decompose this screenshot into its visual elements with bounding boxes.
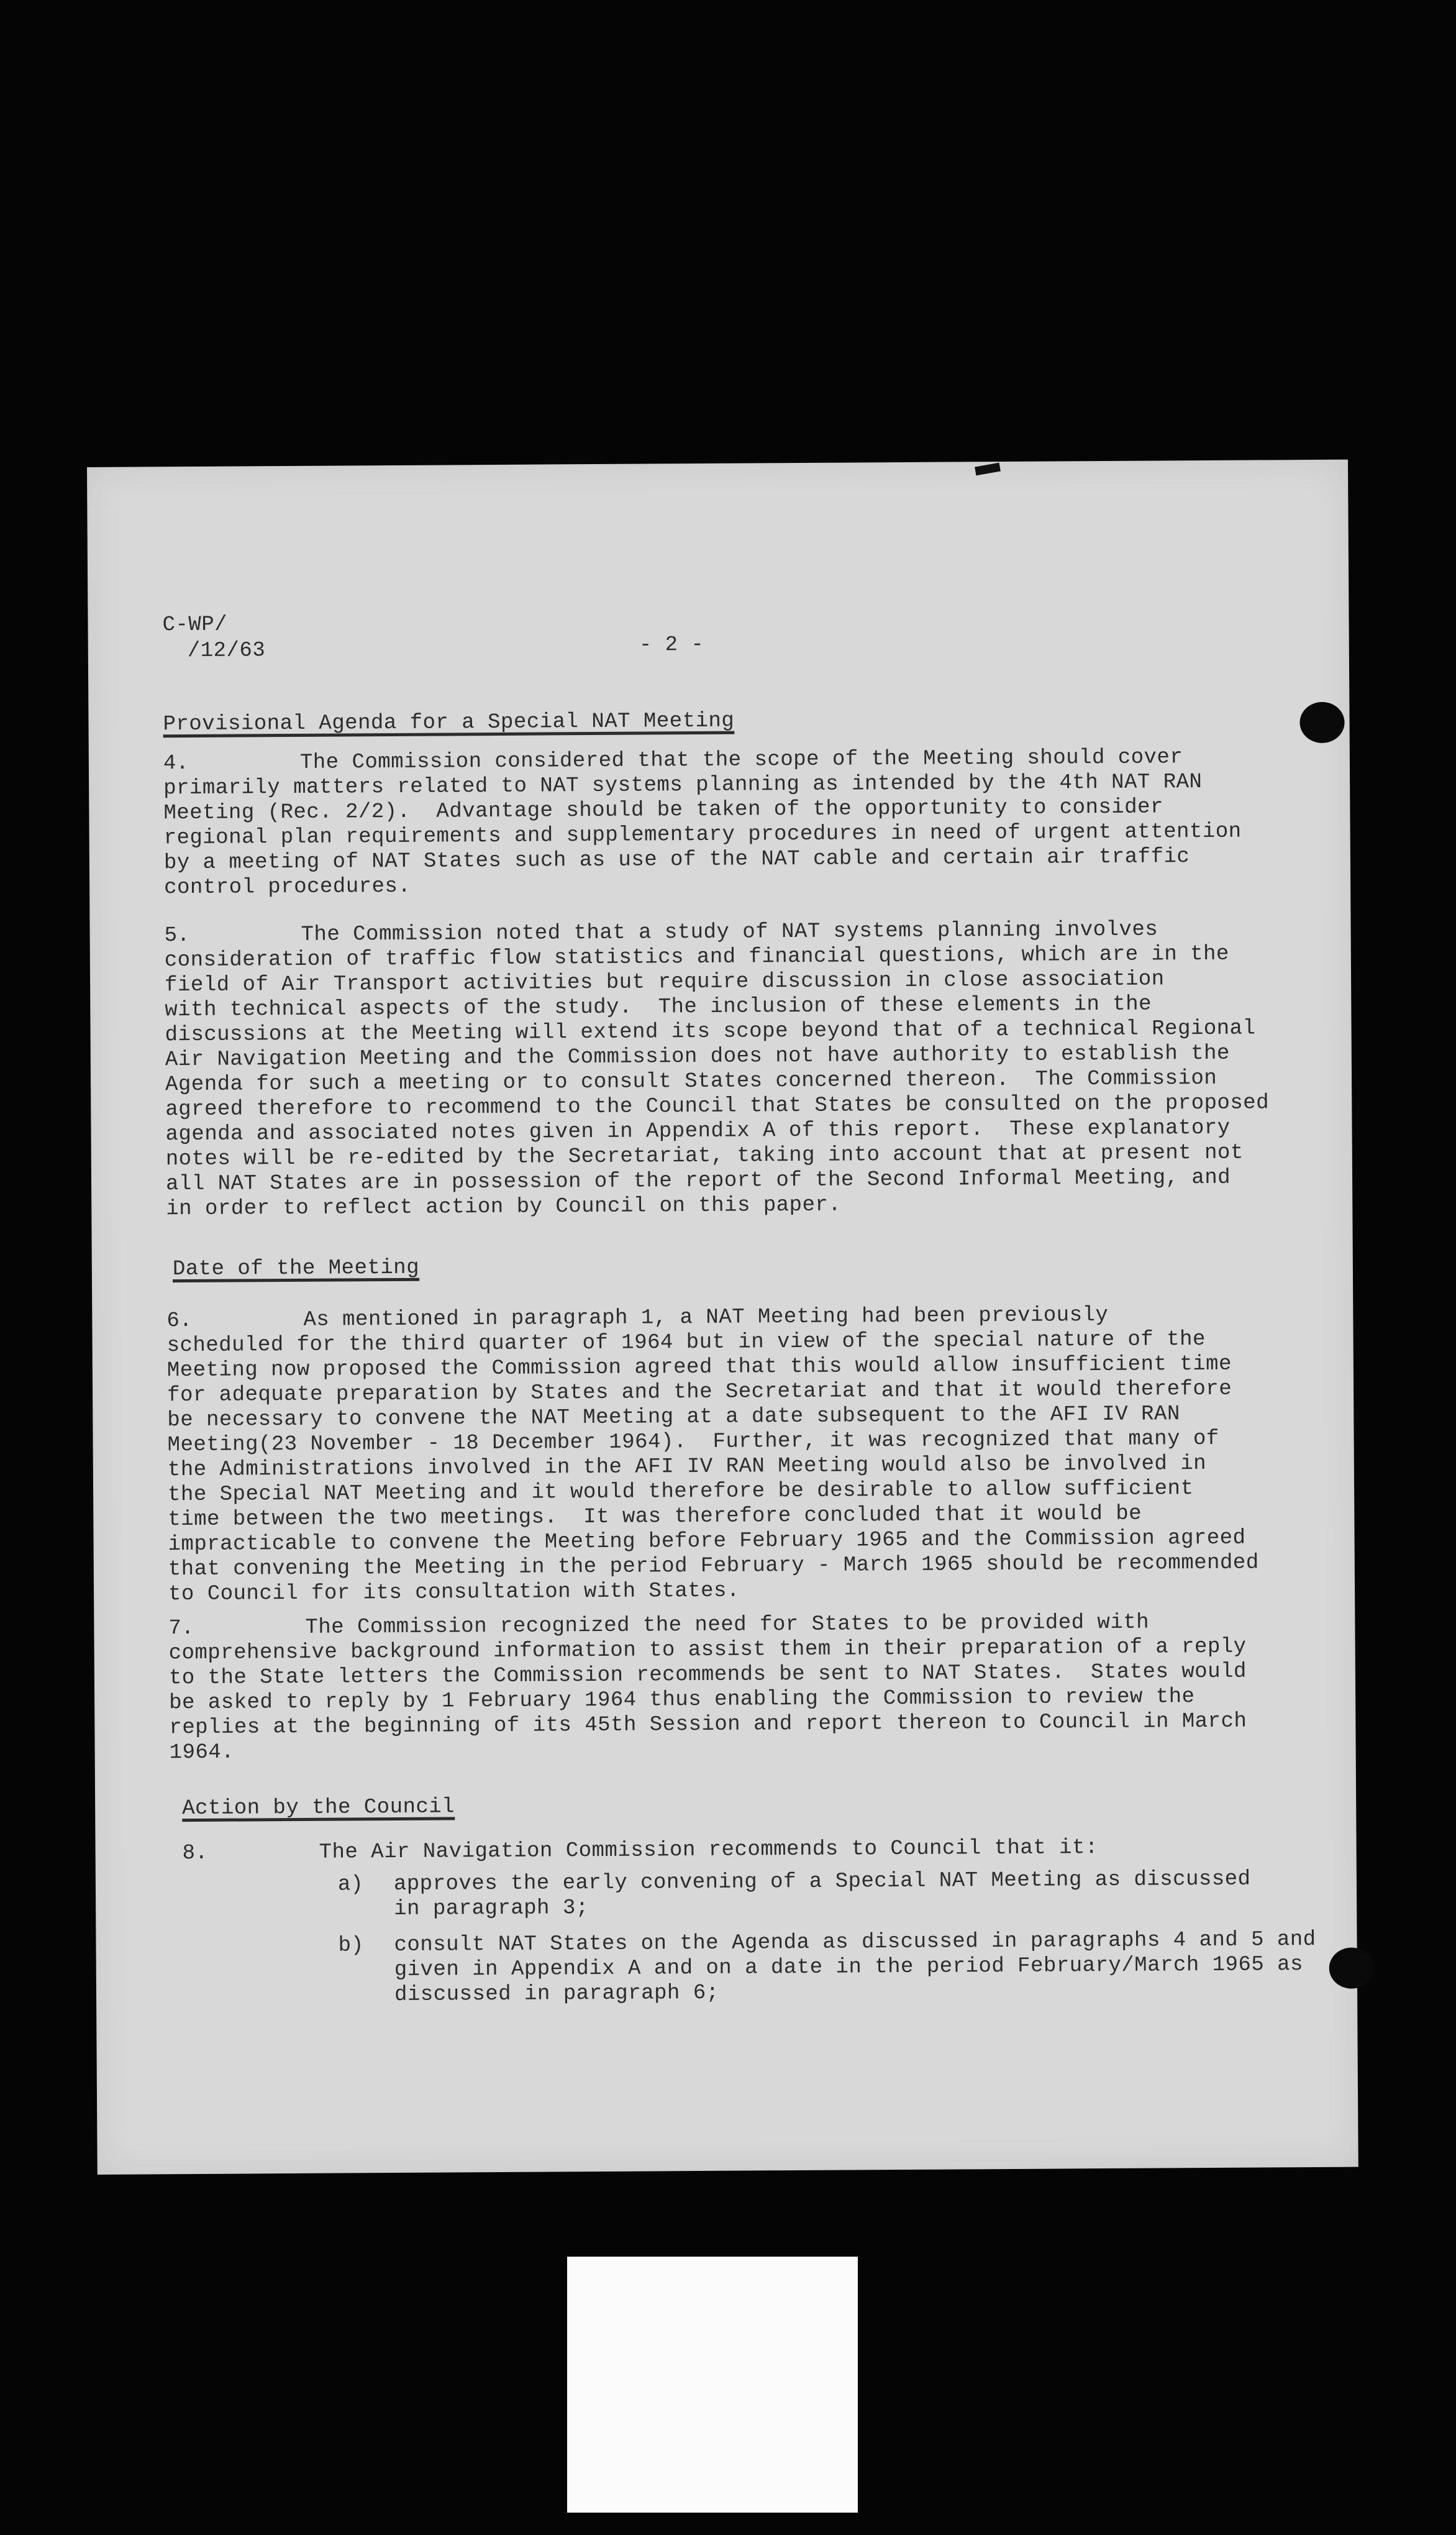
paragraph-line: scheduled for the third quarter of 1964 but in view of the special nature of the <box>166 1328 1206 1358</box>
paragraph-line: Air Navigation Meeting and the Commission does not have authority to establish the <box>165 1041 1230 1072</box>
paragraph-line: regional plan requirements and supplementary procedures in need of urgent attention <box>163 820 1242 851</box>
paragraph-line: be necessary to convene the NAT Meeting at a date subsequent to the AFI IV RAN <box>167 1402 1180 1433</box>
paragraph-line: to Council for its consultation with States. <box>168 1579 740 1607</box>
paragraph-line: The Commission recognized the need for States to be provided with <box>305 1610 1150 1640</box>
paragraph-line: field of Air Transport activities but require discussion in close association <box>164 967 1165 998</box>
paragraph-7 <box>168 1609 1349 1766</box>
paragraph-5 <box>164 916 1346 1222</box>
item-label: a) <box>337 1873 363 1897</box>
page-number: - 2 - <box>639 633 704 657</box>
paragraph-line: consideration of traffic flow statistics and financial questions, which are in the <box>164 942 1230 973</box>
paragraph-line: control procedures. <box>164 874 411 900</box>
paragraph-line: discussions at the Meeting will extend its scope beyond that of a technical Regional <box>165 1016 1256 1048</box>
paragraph-line: 1964. <box>169 1740 235 1765</box>
paragraph-line: with technical aspects of the study. The inclusion of these elements in the <box>165 992 1152 1023</box>
paragraph-line: agenda and associated notes given in Appendix A of this report. These explanatory <box>165 1116 1231 1147</box>
paragraph-line: to the State letters the Commission recommends be sent to NAT States. States would <box>168 1660 1247 1691</box>
punch-hole-top <box>1299 702 1344 743</box>
paragraph-4 <box>163 744 1344 901</box>
paragraph-line: by a meeting of NAT States such as use of the NAT cable and certain air traffic <box>163 845 1190 875</box>
item-line: discussed in paragraph 6; <box>394 1981 719 2007</box>
recommendation-item <box>337 1866 1388 1922</box>
paragraph-line: Meeting (Rec. 2/2). Advantage should be taken of the opportunity to consider <box>163 795 1164 826</box>
paragraph-line: that convening the Meeting in the period February - March 1965 should be recommended <box>168 1551 1259 1582</box>
paragraph-line: notes will be re-edited by the Secretariat, taking into account that at present not <box>165 1141 1244 1172</box>
paragraph-line: Agenda for such a meeting or to consult States concerned thereon. The Commission <box>165 1066 1217 1097</box>
paragraph-line: all NAT States are in possession of the report of the Second Informal Meeting, and <box>165 1166 1231 1197</box>
section-heading-date-of-meeting: Date of the Meeting <box>172 1256 420 1282</box>
document-page <box>87 460 1358 2175</box>
document-reference-line-1: C-WP/ <box>162 613 228 637</box>
paragraph-line: primarily matters related to NAT systems planning as intended by the 4th NAT RAN <box>163 770 1203 801</box>
document-reference-line-2: /12/63 <box>187 639 266 664</box>
punch-hole-bottom <box>1329 1947 1374 1988</box>
paragraph-line: agreed therefore to recommend to the Council that States be consulted on the proposed <box>165 1091 1270 1122</box>
paragraph-line: comprehensive background information to assist them in their preparation of a reply <box>168 1635 1247 1666</box>
item-line: in paragraph 3; <box>394 1896 589 1922</box>
item-label: b) <box>338 1934 364 1958</box>
white-label-area <box>567 2257 858 2513</box>
paragraph-line: impracticable to convene the Meeting before February 1965 and the Commission agreed <box>168 1526 1246 1557</box>
paragraph-line: the Administrations involved in the AFI IV RAN Meeting would also be involved in <box>167 1452 1207 1482</box>
paragraph-line: Meeting now proposed the Commission agreed that this would allow insufficient time <box>166 1352 1232 1383</box>
paragraph-number: 8. <box>182 1841 208 1866</box>
section-heading-action-by-council: Action by the Council <box>182 1795 455 1821</box>
paragraph-line: the Special NAT Meeting and it would therefore be desirable to allow sufficient <box>167 1477 1194 1507</box>
item-line: given in Appendix A and on a date in the period February/March 1965 as <box>394 1953 1304 1983</box>
paragraph-line: time between the two meetings. It was therefore concluded that it would be <box>168 1502 1142 1532</box>
paragraph-line: As mentioned in paragraph 1, a NAT Meeting had been previously <box>303 1303 1109 1332</box>
recommendation-item <box>338 1927 1388 2007</box>
paragraph-line: for adequate preparation by States and the Secretariat and that it would therefore <box>167 1377 1232 1408</box>
paragraph-number: 7. <box>168 1616 194 1641</box>
paragraph-line: The Commission noted that a study of NAT systems planning involves <box>301 918 1158 947</box>
paragraph-line: The Commission considered that the scope of the Meeting should cover <box>299 746 1183 775</box>
paragraph-line: be asked to reply by 1 February 1964 thus enabling the Commission to review the <box>169 1685 1195 1715</box>
paragraph-6 <box>166 1302 1349 1607</box>
item-line: approves the early convening of a Special NAT Meeting as discussed <box>393 1867 1251 1897</box>
paragraph-line: The Air Navigation Commission recommends to Council that it: <box>319 1836 1098 1865</box>
paragraph-number: 5. <box>164 924 190 948</box>
paragraph-line: Meeting(23 November - 18 December 1964). Further, it was recognized that many of <box>167 1427 1219 1458</box>
item-line: consult NAT States on the Agenda as discussed in paragraphs 4 and 5 and <box>394 1927 1316 1958</box>
paragraph-8 <box>182 1834 1363 2007</box>
paragraph-number: 6. <box>166 1309 193 1333</box>
paragraph-line: replies at the beginning of its 45th Session and report thereon to Council in March <box>169 1709 1247 1740</box>
paragraph-line: in order to reflect action by Council on this paper. <box>166 1193 842 1222</box>
paragraph-number: 4. <box>163 752 189 776</box>
section-heading-provisional-agenda: Provisional Agenda for a Special NAT Meeting <box>163 709 735 737</box>
